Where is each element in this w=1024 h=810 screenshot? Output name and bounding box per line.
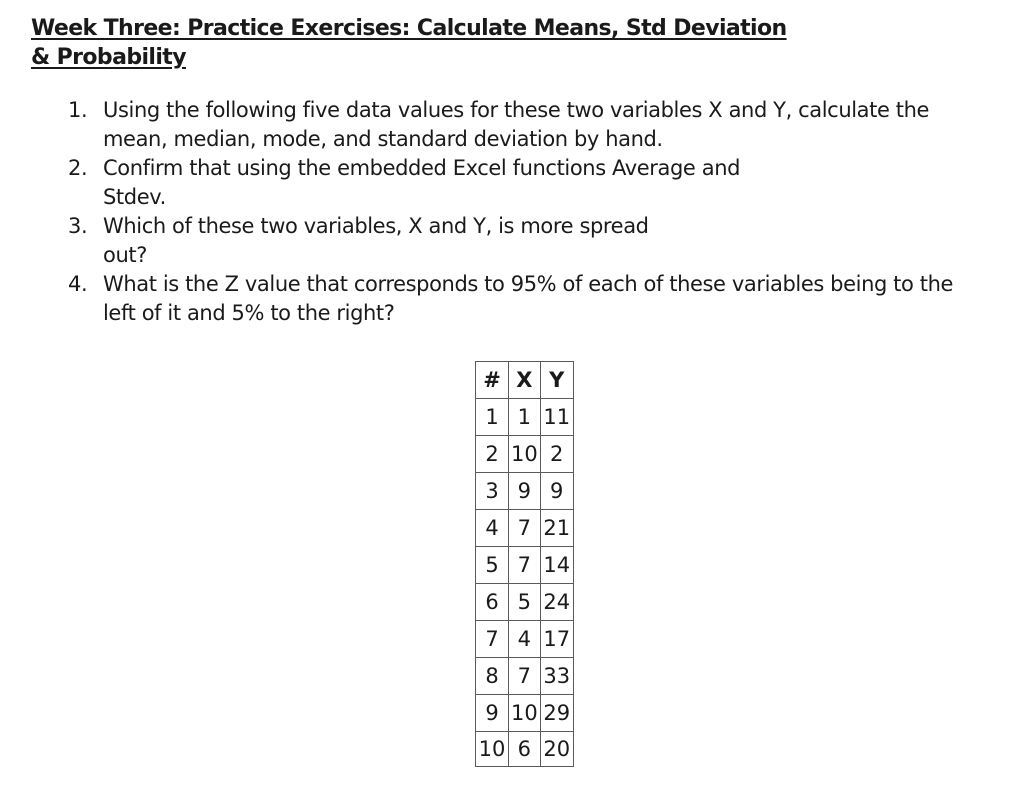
table-cell: 29 [540, 695, 573, 732]
table-cell: 6 [509, 732, 541, 767]
question-text: Confirm that using the embedded Excel functions Average and Stdev. [103, 156, 741, 209]
table-cell: 21 [540, 510, 573, 547]
table-cell: 1 [476, 399, 509, 436]
question-item [65, 96, 965, 154]
header-cell-x: X [509, 362, 541, 399]
table-cell: 5 [476, 547, 509, 584]
table-row [476, 621, 574, 658]
question-item [65, 154, 965, 212]
data-table [475, 361, 574, 767]
table-row [476, 399, 574, 436]
question-text: Which of these two variables, X and Y, is more spread out? [103, 214, 649, 267]
table-cell: 7 [476, 621, 509, 658]
question-number: 2. [68, 156, 88, 180]
table-row [476, 584, 574, 621]
table-cell: 6 [476, 584, 509, 621]
table-row [476, 436, 574, 473]
question-number: 4. [68, 272, 88, 296]
table-cell: 7 [509, 658, 541, 695]
question-item [65, 212, 965, 270]
table-cell: 9 [540, 473, 573, 510]
question-number: 3. [68, 214, 88, 238]
table-cell: 10 [509, 436, 541, 473]
table-cell: 10 [509, 695, 541, 732]
table-cell: 8 [476, 658, 509, 695]
table-cell: 3 [476, 473, 509, 510]
table-cell: 4 [509, 621, 541, 658]
table-cell: 1 [509, 399, 541, 436]
table-cell: 20 [540, 732, 573, 767]
table-cell: 9 [509, 473, 541, 510]
table-cell: 14 [540, 547, 573, 584]
header-cell-number: # [476, 362, 509, 399]
table-cell: 11 [540, 399, 573, 436]
header-cell-y: Y [540, 362, 573, 399]
table-cell: 4 [476, 510, 509, 547]
table-row [476, 732, 574, 767]
table-row [476, 473, 574, 510]
table-cell: 17 [540, 621, 573, 658]
table-row [476, 547, 574, 584]
table-cell: 2 [476, 436, 509, 473]
table-cell: 7 [509, 510, 541, 547]
table-cell: 5 [509, 584, 541, 621]
table-header-row [476, 362, 574, 399]
table-cell: 33 [540, 658, 573, 695]
page-title: Week Three: Practice Exercises: Calculate Means, Std Deviation & Probability [31, 16, 787, 70]
table-cell: 7 [509, 547, 541, 584]
question-text: Using the following five data values for these two variables X and Y, calculate the mean, median, mode, and standard deviation by hand. [103, 98, 930, 151]
table-row [476, 658, 574, 695]
table-row [476, 695, 574, 732]
table-row [476, 510, 574, 547]
table-cell: 9 [476, 695, 509, 732]
question-text: What is the Z value that corresponds to 95% of each of these variables being to the left of it and 5% to the right? [103, 272, 954, 325]
question-item [65, 270, 965, 328]
table-cell: 24 [540, 584, 573, 621]
question-list [65, 96, 965, 328]
table-cell: 10 [476, 732, 509, 767]
question-number: 1. [68, 98, 88, 122]
table-cell: 2 [540, 436, 573, 473]
